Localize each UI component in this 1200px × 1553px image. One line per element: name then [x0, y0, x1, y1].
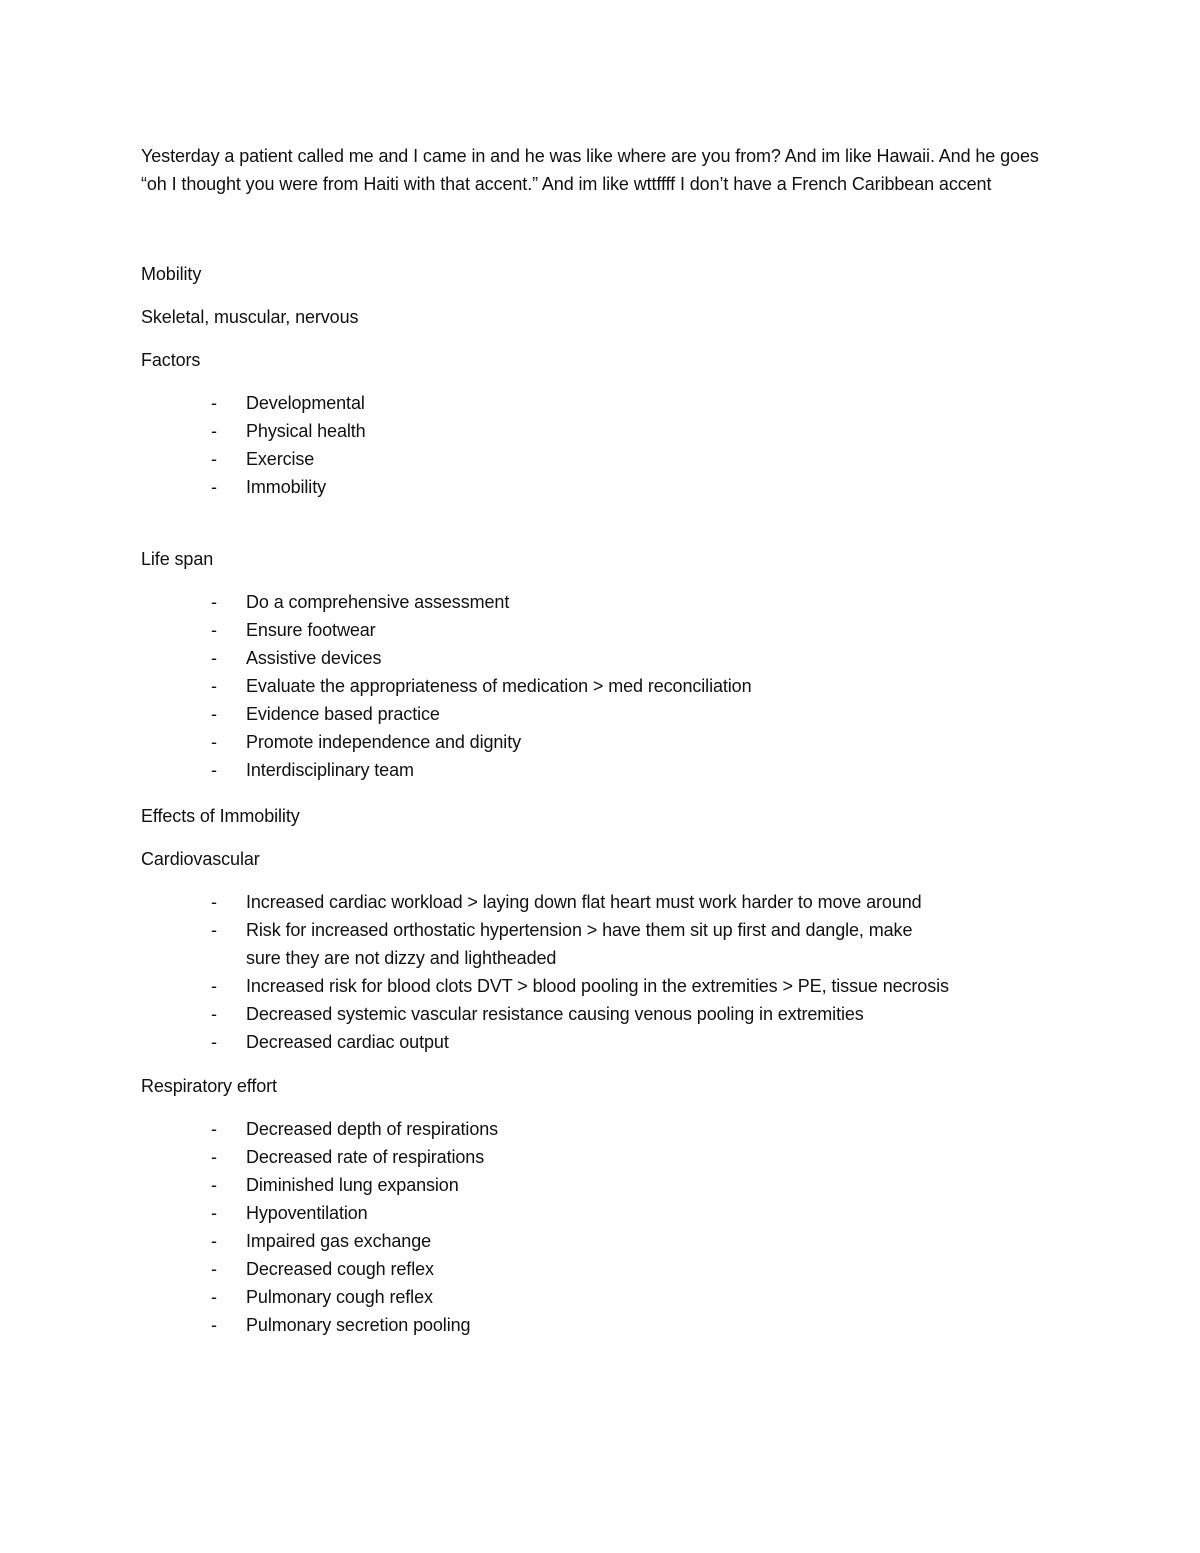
list-item: - Decreased cough reflex	[141, 1255, 1041, 1283]
dash-bullet: -	[211, 620, 217, 640]
dash-bullet: -	[211, 732, 217, 752]
dash-bullet: -	[211, 421, 217, 441]
list-item: - Exercise	[141, 445, 1041, 473]
list-item: - Ensure footwear	[141, 616, 1041, 644]
dash-bullet: -	[211, 648, 217, 668]
list-item: - Developmental	[141, 389, 1041, 417]
document-body	[141, 142, 1041, 1354]
dash-bullet: -	[211, 1287, 217, 1307]
respiratory-heading: Respiratory effort	[141, 1076, 277, 1096]
list-item: - Evidence based practice	[141, 700, 1041, 728]
dash-bullet: -	[211, 704, 217, 724]
factors-list	[141, 389, 1041, 501]
dash-bullet: -	[211, 1032, 217, 1052]
effects-heading: Effects of Immobility	[141, 806, 300, 826]
list-item: - Impaired gas exchange	[141, 1227, 1041, 1255]
list-item: - Risk for increased orthostatic hypertension > have them sit up first and dangle, make sure they are not dizzy and lightheaded	[141, 916, 926, 972]
list-item: - Increased risk for blood clots DVT > blood pooling in the extremities > PE, tissue necrosis	[141, 972, 1041, 1000]
mobility-heading: Mobility	[141, 264, 202, 284]
dash-bullet: -	[211, 449, 217, 469]
list-item: - Immobility	[141, 473, 1041, 501]
dash-bullet: -	[211, 1203, 217, 1223]
dash-bullet: -	[211, 1147, 217, 1167]
dash-bullet: -	[211, 892, 217, 912]
dash-bullet: -	[211, 760, 217, 780]
respiratory-list	[141, 1115, 1041, 1339]
dash-bullet: -	[211, 592, 217, 612]
dash-bullet: -	[211, 477, 217, 497]
dash-bullet: -	[211, 1315, 217, 1335]
dash-bullet: -	[211, 1119, 217, 1139]
life-span-heading: Life span	[141, 549, 214, 569]
list-item: - Decreased rate of respirations	[141, 1143, 1041, 1171]
dash-bullet: -	[211, 976, 217, 996]
list-item: - Decreased systemic vascular resistance causing venous pooling in extremities	[141, 1000, 1041, 1028]
list-item: - Do a comprehensive assessment	[141, 588, 1041, 616]
list-item: - Pulmonary secretion pooling	[141, 1311, 1041, 1339]
list-item: - Physical health	[141, 417, 1041, 445]
dash-bullet: -	[211, 1004, 217, 1024]
mobility-systems: Skeletal, muscular, nervous	[141, 307, 359, 327]
list-item: - Pulmonary cough reflex	[141, 1283, 1041, 1311]
list-item: - Assistive devices	[141, 644, 1041, 672]
dash-bullet: -	[211, 676, 217, 696]
life-span-list	[141, 588, 1041, 784]
cardiovascular-list	[141, 888, 1041, 1056]
dash-bullet: -	[211, 920, 217, 940]
intro-paragraph: Yesterday a patient called me and I came in and he was like where are you from? And im like Hawaii. And he goes “oh I thought you were from Haiti with that accent.” And im like wttffff I don’t have a French Caribbean accent	[141, 146, 1039, 194]
dash-bullet: -	[211, 1231, 217, 1251]
list-item: - Decreased depth of respirations	[141, 1115, 1041, 1143]
list-item: - Promote independence and dignity	[141, 728, 1041, 756]
list-item: - Hypoventilation	[141, 1199, 1041, 1227]
list-item: - Decreased cardiac output	[141, 1028, 1041, 1056]
list-item: - Evaluate the appropriateness of medication > med reconciliation	[141, 672, 1041, 700]
cardiovascular-heading: Cardiovascular	[141, 849, 260, 869]
factors-heading: Factors	[141, 350, 201, 370]
dash-bullet: -	[211, 1175, 217, 1195]
dash-bullet: -	[211, 393, 217, 413]
list-item: - Interdisciplinary team	[141, 756, 1041, 784]
list-item: - Diminished lung expansion	[141, 1171, 1041, 1199]
dash-bullet: -	[211, 1259, 217, 1279]
list-item: - Increased cardiac workload > laying down flat heart must work harder to move around	[141, 888, 1041, 916]
